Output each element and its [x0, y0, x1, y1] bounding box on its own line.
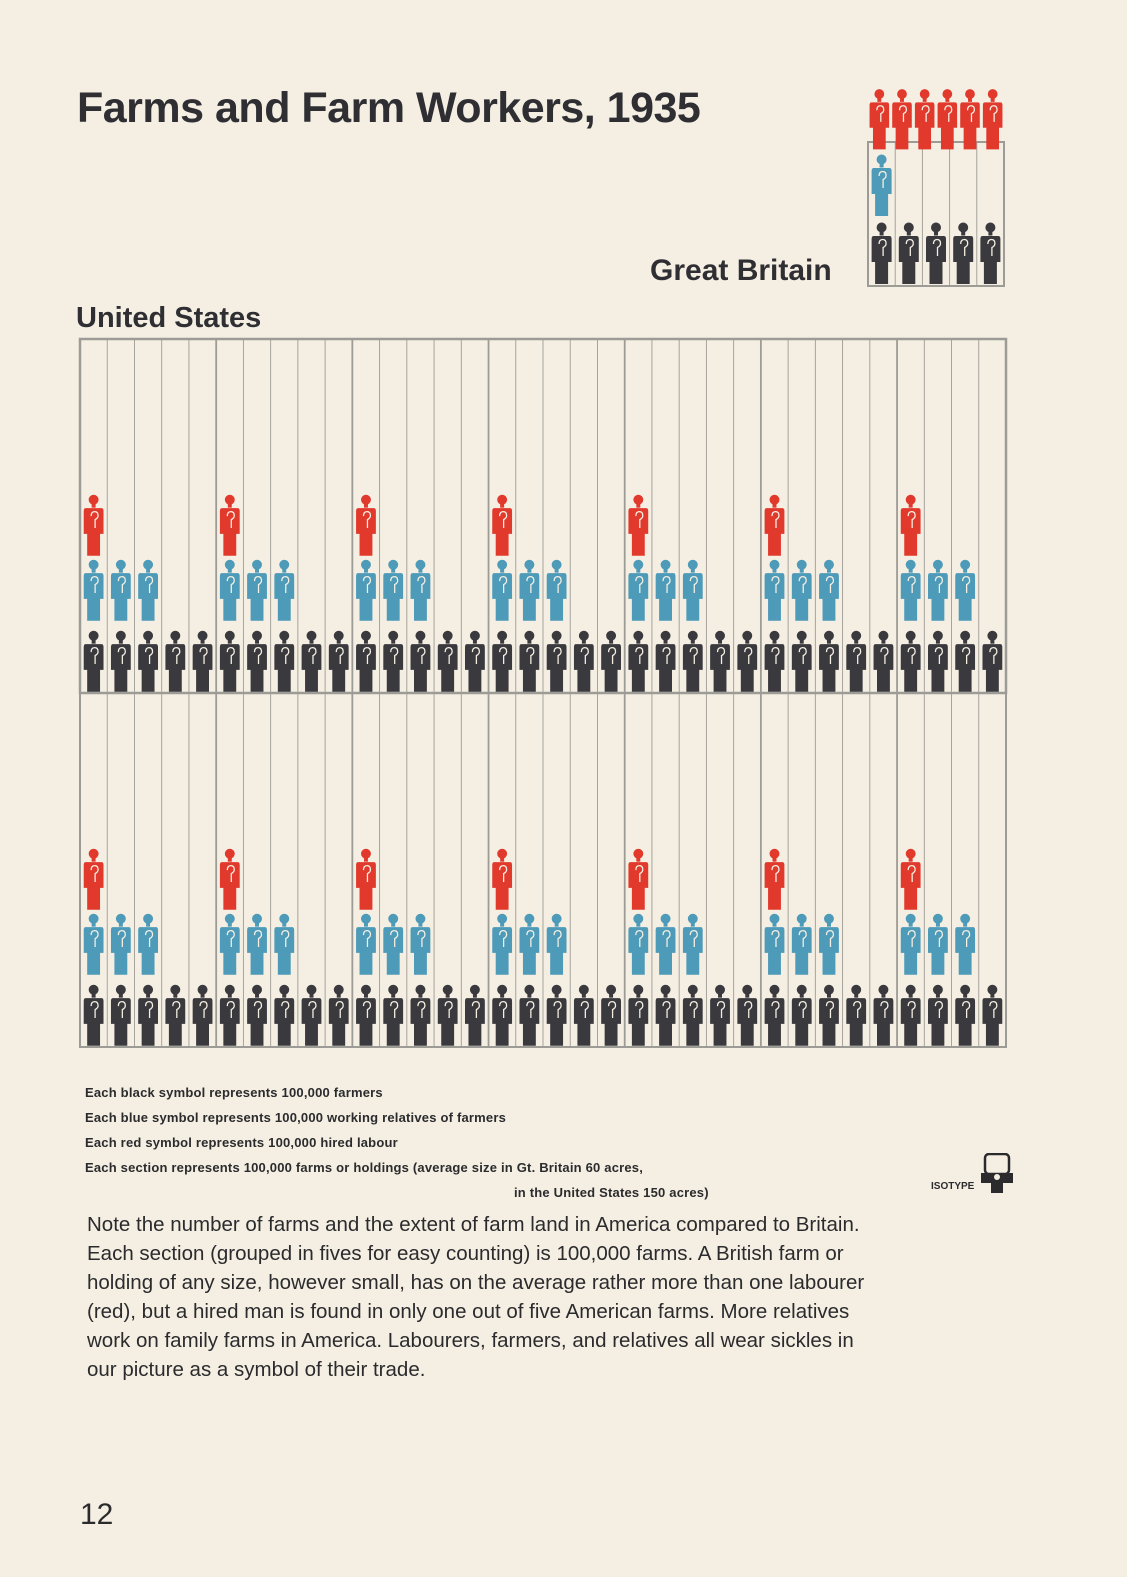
us-relative-icon — [955, 914, 975, 975]
us-farmer-icon — [247, 631, 267, 692]
us-relative-icon — [656, 560, 676, 621]
us-farmer-icon — [165, 631, 185, 692]
us-farmer-icon — [111, 631, 131, 692]
us-farmer-icon — [329, 631, 349, 692]
us-farmer-icon — [247, 985, 267, 1046]
us-relative-icon — [84, 914, 104, 975]
us-farmer-icon — [628, 631, 648, 692]
us-relative-icon — [519, 914, 539, 975]
us-farmer-icon — [656, 985, 676, 1046]
us-hired-icon — [628, 849, 648, 910]
us-hired-icon — [901, 849, 921, 910]
gb-hired-icon — [870, 89, 890, 149]
page-number: 12 — [80, 1498, 114, 1531]
us-farmer-icon — [465, 631, 485, 692]
us-farmer-icon — [683, 631, 703, 692]
us-hired-icon — [765, 495, 785, 556]
chart-title: Farms and Farm Workers, 1935 — [77, 84, 701, 132]
us-farmer-icon — [628, 985, 648, 1046]
us-farmer-icon — [547, 985, 567, 1046]
us-relative-icon — [901, 560, 921, 621]
legend — [85, 1080, 709, 1205]
us-farmer-icon — [928, 985, 948, 1046]
us-relative-icon — [901, 914, 921, 975]
us-relative-icon — [519, 560, 539, 621]
us-relative-icon — [274, 560, 294, 621]
us-relative-icon — [383, 914, 403, 975]
us-farmer-icon — [84, 985, 104, 1046]
us-relative-icon — [356, 560, 376, 621]
us-hired-icon — [84, 495, 104, 556]
us-farmer-icon — [982, 631, 1002, 692]
gb-farmer-icon — [953, 223, 973, 285]
us-relative-icon — [955, 560, 975, 621]
us-farmer-icon — [274, 985, 294, 1046]
us-farmer-icon — [111, 985, 131, 1046]
us-relative-icon — [411, 560, 431, 621]
us-farmer-icon — [519, 631, 539, 692]
us-relative-icon — [765, 914, 785, 975]
us-farmer-icon — [383, 985, 403, 1046]
us-farmer-icon — [874, 985, 894, 1046]
us-farmer-icon — [955, 631, 975, 692]
us-farmer-icon — [220, 631, 240, 692]
us-hired-icon — [901, 495, 921, 556]
gb-farmer-icon — [926, 223, 946, 285]
gb-farmer-icon — [899, 223, 919, 285]
us-farmer-icon — [411, 985, 431, 1046]
us-relative-icon — [84, 560, 104, 621]
us-relative-icon — [247, 914, 267, 975]
us-relative-icon — [492, 560, 512, 621]
legend-black: Each black symbol represents 100,000 farmers — [85, 1085, 383, 1100]
legend-blue: Each blue symbol represents 100,000 working relatives of farmers — [85, 1110, 507, 1125]
us-farmer-icon — [819, 631, 839, 692]
us-relative-icon — [383, 560, 403, 621]
us-relative-icon — [547, 914, 567, 975]
us-farmer-icon — [411, 631, 431, 692]
us-relative-icon — [111, 560, 131, 621]
us-farmer-icon — [193, 985, 213, 1046]
us-farmer-icon — [846, 631, 866, 692]
us-relative-icon — [220, 914, 240, 975]
us-farmer-icon — [601, 985, 621, 1046]
us-farmer-icon — [383, 631, 403, 692]
us-farmer-icon — [656, 631, 676, 692]
us-relative-icon — [628, 560, 648, 621]
us-farmer-icon — [574, 631, 594, 692]
us-relative-icon — [411, 914, 431, 975]
us-farmer-icon — [765, 985, 785, 1046]
us-hired-icon — [765, 849, 785, 910]
us-relative-icon — [138, 914, 158, 975]
us-farmer-icon — [765, 631, 785, 692]
legend-red: Each red symbol represents 100,000 hired labour — [85, 1135, 398, 1150]
us-hired-icon — [220, 849, 240, 910]
us-farmer-icon — [329, 985, 349, 1046]
us-relative-icon — [928, 914, 948, 975]
us-farmer-icon — [492, 631, 512, 692]
us-hired-icon — [492, 495, 512, 556]
us-farmer-icon — [928, 631, 948, 692]
united-states-label: United States — [76, 302, 262, 334]
united-states-chart — [80, 339, 1006, 1047]
us-farmer-icon — [683, 985, 703, 1046]
gb-relative-icon — [872, 155, 892, 217]
gb-hired-icon — [892, 89, 912, 149]
us-relative-icon — [792, 560, 812, 621]
great-britain-chart — [868, 89, 1004, 286]
us-farmer-icon — [274, 631, 294, 692]
us-relative-icon — [247, 560, 267, 621]
us-relative-icon — [792, 914, 812, 975]
us-farmer-icon — [302, 631, 322, 692]
us-farmer-icon — [438, 631, 458, 692]
gb-hired-icon — [960, 89, 980, 149]
us-farmer-icon — [138, 631, 158, 692]
isotype-label: ISOTYPE — [931, 1181, 975, 1192]
isotype-icon — [981, 1153, 1021, 1193]
us-farmer-icon — [193, 631, 213, 692]
us-farmer-icon — [465, 985, 485, 1046]
us-farmer-icon — [356, 985, 376, 1046]
legend-section-cont: in the United States 150 acres) — [514, 1185, 709, 1200]
us-farmer-icon — [138, 985, 158, 1046]
explanatory-note: Note the number of farms and the extent of farm land in America compared to Britain. Each section (grouped in fives for easy counting) is 100,000 farms. A British farm or holding of any size, however small, has on the average rather more than one labourer (red), but a hired man is found in only one out of five American farms. More relatives work on family farms in America. Labourers, farmers, and relatives all wear sickles in our picture as a symbol of their trade. — [87, 1213, 865, 1381]
us-farmer-icon — [955, 985, 975, 1046]
us-farmer-icon — [356, 631, 376, 692]
us-relative-icon — [928, 560, 948, 621]
us-farmer-icon — [519, 985, 539, 1046]
us-relative-icon — [819, 914, 839, 975]
us-hired-icon — [492, 849, 512, 910]
us-farmer-icon — [220, 985, 240, 1046]
us-farmer-icon — [901, 631, 921, 692]
us-relative-icon — [220, 560, 240, 621]
gb-hired-icon — [938, 89, 958, 149]
us-farmer-icon — [792, 631, 812, 692]
us-hired-icon — [220, 495, 240, 556]
gb-farmer-icon — [872, 223, 892, 285]
us-farmer-icon — [737, 985, 757, 1046]
us-hired-icon — [356, 495, 376, 556]
us-hired-icon — [356, 849, 376, 910]
us-farmer-icon — [302, 985, 322, 1046]
us-farmer-icon — [901, 985, 921, 1046]
us-farmer-icon — [574, 985, 594, 1046]
us-farmer-icon — [492, 985, 512, 1046]
us-farmer-icon — [710, 985, 730, 1046]
us-farmer-icon — [710, 631, 730, 692]
us-farmer-icon — [547, 631, 567, 692]
us-farmer-icon — [84, 631, 104, 692]
us-farmer-icon — [165, 985, 185, 1046]
us-farmer-icon — [846, 985, 866, 1046]
us-relative-icon — [274, 914, 294, 975]
us-relative-icon — [819, 560, 839, 621]
us-farmer-icon — [438, 985, 458, 1046]
legend-section: Each section represents 100,000 farms or holdings (average size in Gt. Britain 60 acres, — [85, 1160, 644, 1175]
us-farmer-icon — [792, 985, 812, 1046]
us-farmer-icon — [874, 631, 894, 692]
gb-farmer-icon — [980, 223, 1000, 285]
us-relative-icon — [765, 560, 785, 621]
us-relative-icon — [628, 914, 648, 975]
us-farmer-icon — [819, 985, 839, 1046]
us-farmer-icon — [737, 631, 757, 692]
us-relative-icon — [683, 914, 703, 975]
us-relative-icon — [656, 914, 676, 975]
us-relative-icon — [111, 914, 131, 975]
us-relative-icon — [683, 560, 703, 621]
gb-hired-icon — [915, 89, 935, 149]
us-hired-icon — [84, 849, 104, 910]
us-relative-icon — [356, 914, 376, 975]
us-hired-icon — [628, 495, 648, 556]
us-farmer-icon — [601, 631, 621, 692]
gb-hired-icon — [983, 89, 1003, 149]
isotype-logo — [931, 1153, 1021, 1193]
great-britain-label: Great Britain — [650, 254, 832, 287]
us-relative-icon — [547, 560, 567, 621]
us-relative-icon — [492, 914, 512, 975]
us-farmer-icon — [982, 985, 1002, 1046]
us-relative-icon — [138, 560, 158, 621]
